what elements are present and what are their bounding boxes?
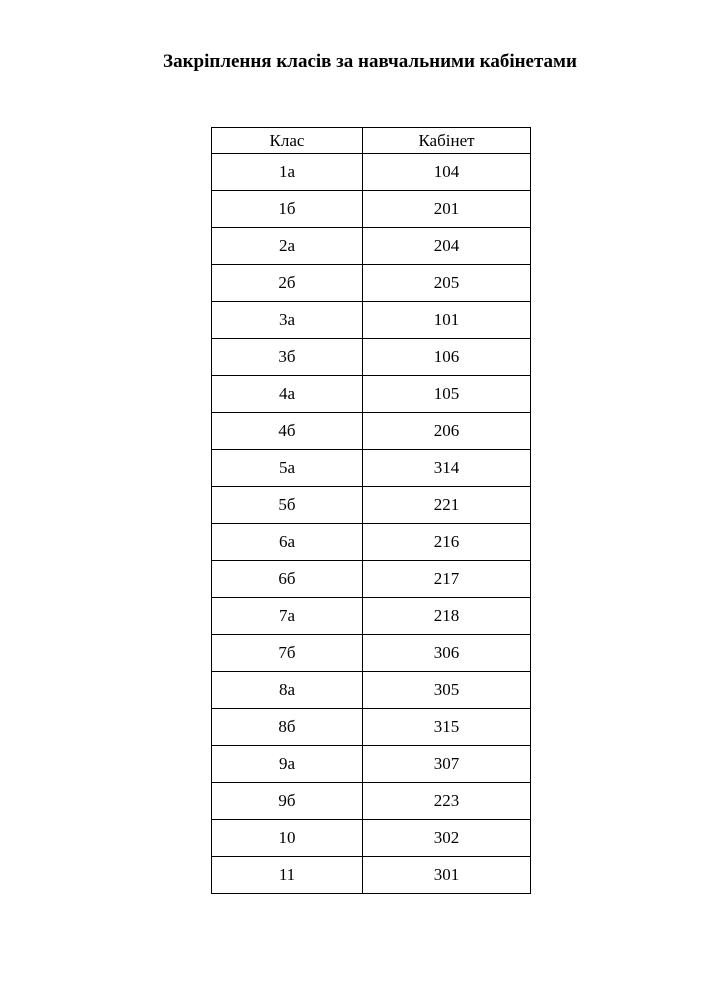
room-cell: 301 (363, 857, 531, 894)
table-row (212, 154, 531, 191)
class-cell: 11 (212, 857, 363, 894)
class-cell: 5а (212, 450, 363, 487)
column-header-room: Кабінет (363, 128, 531, 154)
table-row (212, 524, 531, 561)
class-cell: 6а (212, 524, 363, 561)
table-row (212, 302, 531, 339)
table-row (212, 561, 531, 598)
class-cell: 1б (212, 191, 363, 228)
class-cell: 2а (212, 228, 363, 265)
table-row (212, 820, 531, 857)
room-cell: 106 (363, 339, 531, 376)
room-cell: 305 (363, 672, 531, 709)
table-row (212, 376, 531, 413)
class-cell: 4а (212, 376, 363, 413)
class-cell: 8а (212, 672, 363, 709)
table-row (212, 265, 531, 302)
table-row (212, 598, 531, 635)
room-cell: 307 (363, 746, 531, 783)
class-cell: 6б (212, 561, 363, 598)
table-row (212, 191, 531, 228)
table-row (212, 339, 531, 376)
header-row (212, 128, 531, 154)
table-row (212, 228, 531, 265)
room-cell: 206 (363, 413, 531, 450)
class-cell: 3б (212, 339, 363, 376)
room-cell: 302 (363, 820, 531, 857)
table-row (212, 487, 531, 524)
room-cell: 218 (363, 598, 531, 635)
table-row (212, 783, 531, 820)
page-title: Закріплення класів за навчальними кабінетами (163, 51, 577, 72)
table-row (212, 857, 531, 894)
class-cell: 1а (212, 154, 363, 191)
table-row (212, 413, 531, 450)
room-cell: 204 (363, 228, 531, 265)
table-row (212, 709, 531, 746)
class-cell: 4б (212, 413, 363, 450)
table-row (212, 450, 531, 487)
room-cell: 104 (363, 154, 531, 191)
room-cell: 217 (363, 561, 531, 598)
column-header-class: Клас (212, 128, 363, 154)
table-row (212, 635, 531, 672)
class-room-table (211, 127, 531, 894)
room-cell: 315 (363, 709, 531, 746)
table-header (212, 128, 531, 154)
room-cell: 223 (363, 783, 531, 820)
room-cell: 306 (363, 635, 531, 672)
class-cell: 7б (212, 635, 363, 672)
room-cell: 314 (363, 450, 531, 487)
class-cell: 10 (212, 820, 363, 857)
class-cell: 8б (212, 709, 363, 746)
class-cell: 3а (212, 302, 363, 339)
room-cell: 205 (363, 265, 531, 302)
class-cell: 9б (212, 783, 363, 820)
class-cell: 2б (212, 265, 363, 302)
class-cell: 7а (212, 598, 363, 635)
class-cell: 9а (212, 746, 363, 783)
room-cell: 216 (363, 524, 531, 561)
table-body (212, 154, 531, 894)
room-cell: 105 (363, 376, 531, 413)
table-row (212, 672, 531, 709)
room-cell: 101 (363, 302, 531, 339)
room-cell: 221 (363, 487, 531, 524)
class-cell: 5б (212, 487, 363, 524)
room-cell: 201 (363, 191, 531, 228)
table-row (212, 746, 531, 783)
